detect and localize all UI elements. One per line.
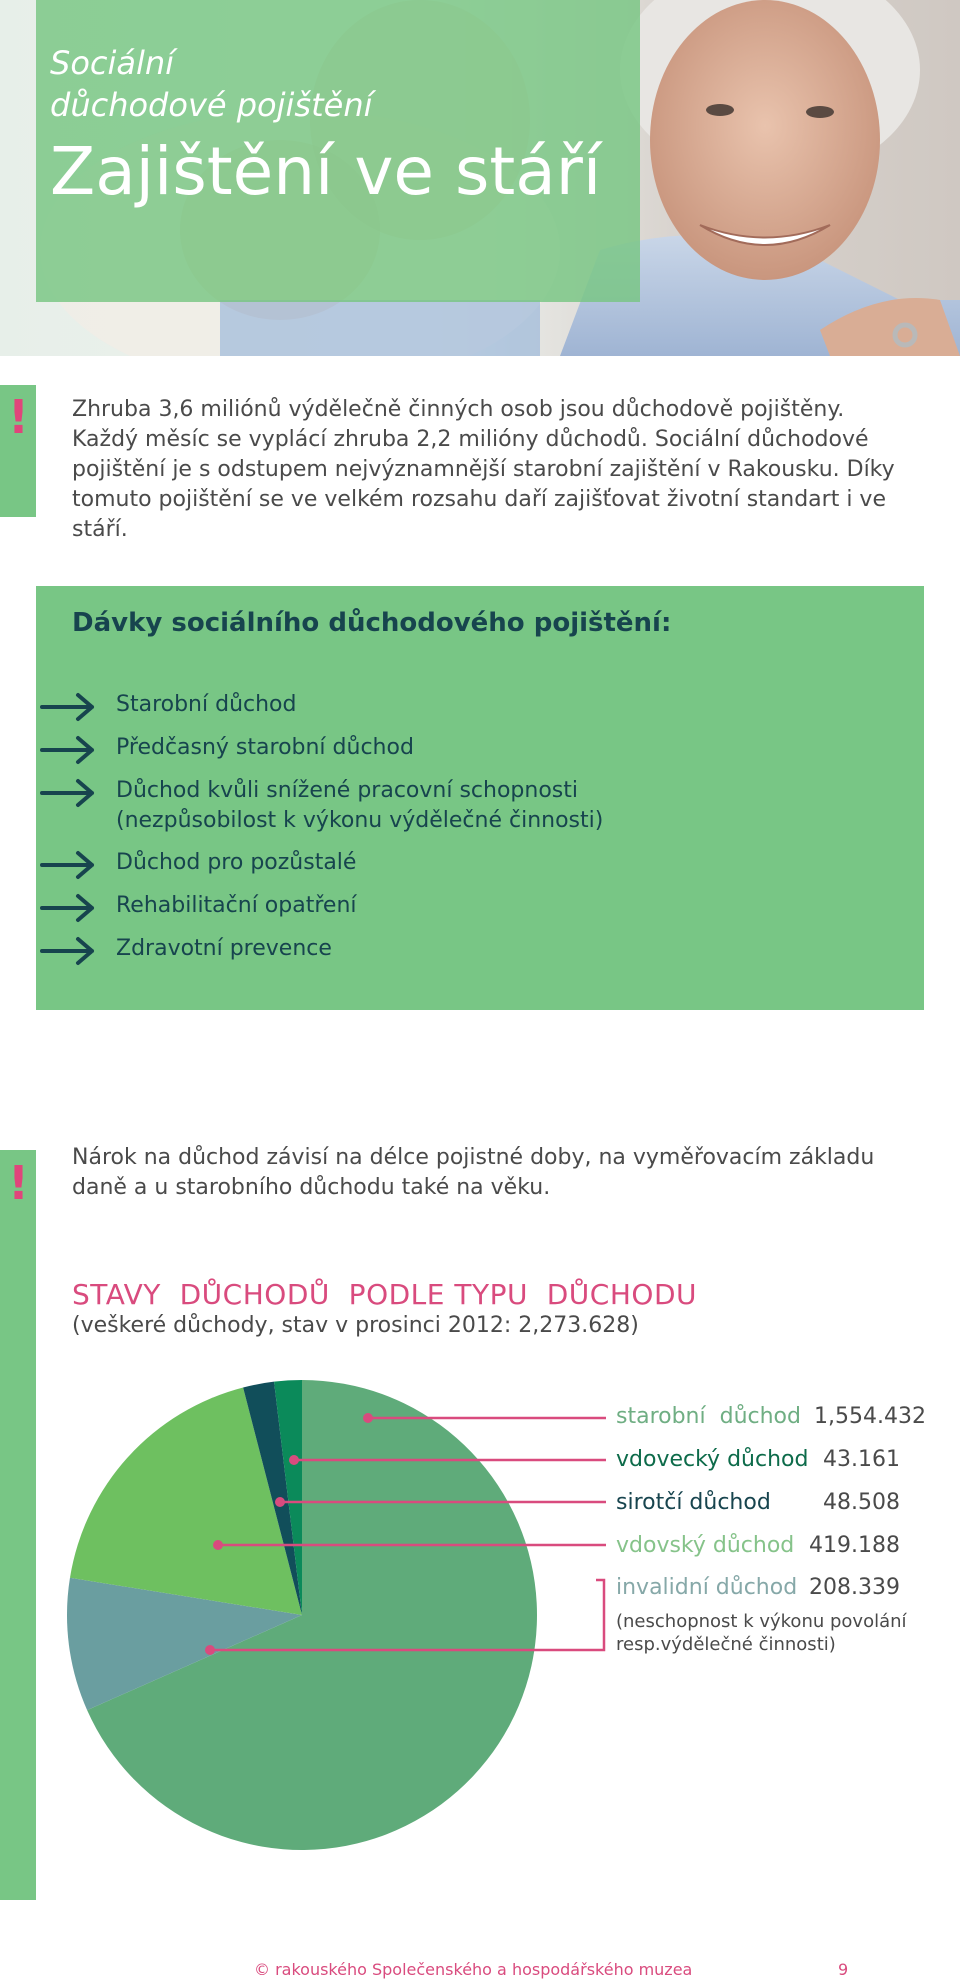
claim-paragraph: Nárok na důchod závisí na délce pojistné doby, na vyměřovacím základu daně a u starobního důchodu také na věku. bbox=[72, 1145, 875, 1200]
benefits-title: Dávky sociálního důchodového pojištění: bbox=[72, 608, 672, 638]
benefit-label: Předčasný starobní důchod bbox=[116, 735, 414, 760]
legend-item bbox=[616, 1572, 916, 1604]
legend-label: vdovský důchod bbox=[616, 1533, 795, 1558]
legend-value: 419.188 bbox=[809, 1533, 900, 1558]
benefit-label: Důchod pro pozůstalé bbox=[116, 850, 357, 875]
leader-dot bbox=[289, 1455, 299, 1465]
header-banner bbox=[0, 0, 960, 356]
legend-item bbox=[616, 1487, 916, 1519]
benefit-label: Starobní důchod bbox=[116, 692, 297, 717]
legend-value: 1,554.432 bbox=[814, 1404, 926, 1429]
intro-paragraph: Zhruba 3,6 miliónů výdělečně činných osob jsou důchodově pojištěny. Každý měsíc se vyplácí zhruba 2,2 milióny důchodů. Sociální důchodové pojištění je s odstupem nejvýznamnější starobní zajištění v Rakousku. Díky tomuto pojištění se ve velkém rozsahu daří zajišťovat životní standart i ve stáří. bbox=[72, 397, 895, 542]
leader-dot bbox=[213, 1540, 223, 1550]
legend-value: 43.161 bbox=[823, 1447, 900, 1472]
legend-label: starobní důchod bbox=[616, 1404, 801, 1429]
benefits-box bbox=[36, 586, 924, 1010]
exclamation-icon: ! bbox=[8, 390, 29, 444]
arrow-right-icon bbox=[40, 735, 96, 765]
legend-item bbox=[616, 1401, 926, 1433]
leader-dot bbox=[205, 1645, 215, 1655]
benefit-label: Zdravotní prevence bbox=[116, 936, 332, 961]
legend-value: 208.339 bbox=[809, 1575, 900, 1600]
legend-label: vdovecký důchod bbox=[616, 1447, 809, 1472]
arrow-right-icon bbox=[40, 692, 96, 722]
exclamation-icon: ! bbox=[8, 1156, 29, 1210]
legend-note: (neschopnost k výkonu povolání resp.výdělečné činnosti) bbox=[616, 1611, 907, 1655]
legend-item bbox=[616, 1530, 916, 1562]
page-number: 9 bbox=[838, 1960, 849, 1979]
page-subtitle: Sociální důchodové pojištění bbox=[50, 44, 373, 124]
legend-label: invalidní důchod bbox=[616, 1575, 798, 1600]
benefit-label: Důchod kvůli snížené pracovní schopnosti (nezpůsobilost k výkonu výdělečné činnosti) bbox=[116, 778, 604, 833]
arrow-right-icon bbox=[40, 936, 96, 966]
benefit-label: Rehabilitační opatření bbox=[116, 893, 357, 918]
legend-item bbox=[616, 1444, 916, 1476]
leader-dot bbox=[363, 1413, 373, 1423]
leader-dot bbox=[275, 1497, 285, 1507]
arrow-right-icon bbox=[40, 850, 96, 880]
legend-value: 48.508 bbox=[823, 1490, 900, 1515]
footer-copyright: © rakouského Společenského a hospodářského muzea bbox=[254, 1960, 693, 1979]
legend-label: sirotčí důchod bbox=[616, 1490, 771, 1515]
arrow-right-icon bbox=[40, 778, 96, 808]
chart-subtitle: (veškeré důchody, stav v prosinci 2012: 2,273.628) bbox=[72, 1313, 639, 1338]
arrow-right-icon bbox=[40, 893, 96, 923]
chart-title: STAVY DŮCHODŮ PODLE TYPU DŮCHODU bbox=[72, 1278, 697, 1311]
page-title: Zajištění ve stáří bbox=[50, 133, 602, 210]
